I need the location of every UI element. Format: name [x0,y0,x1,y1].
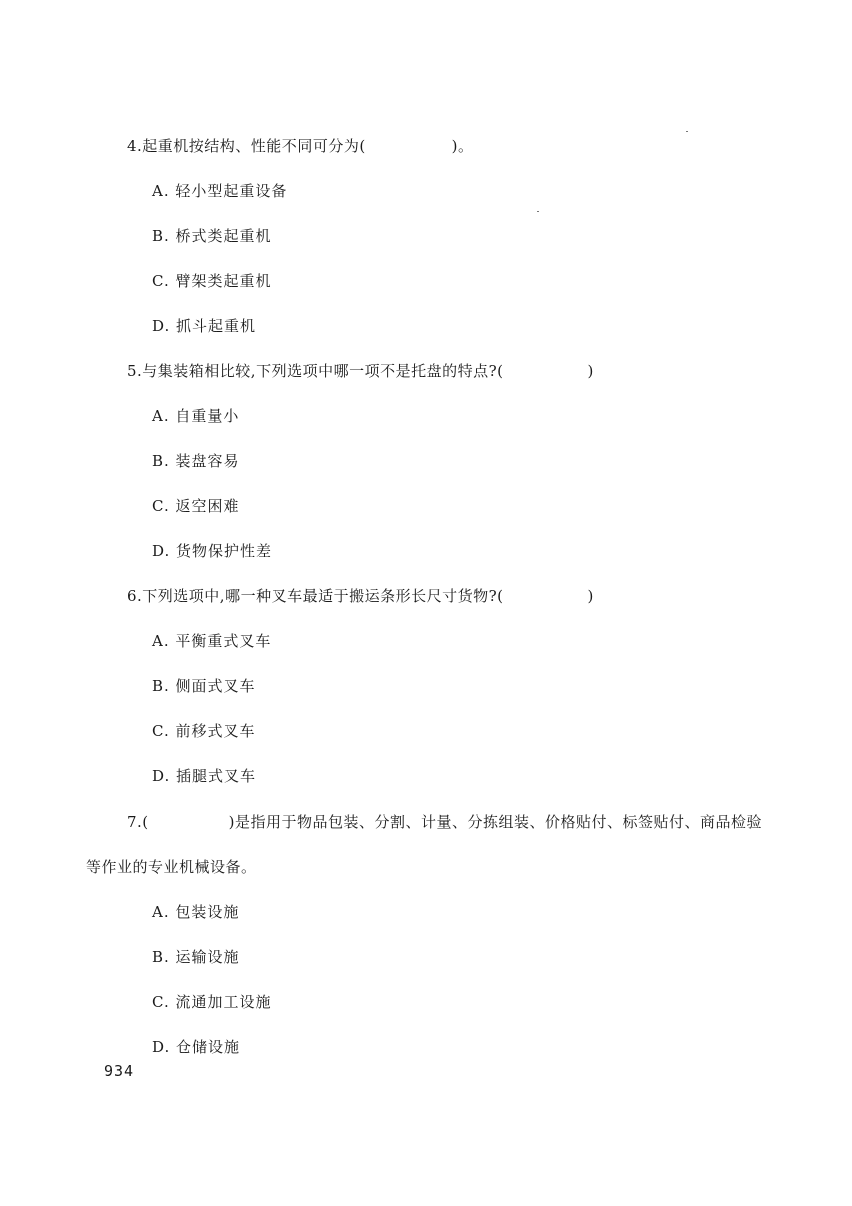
question-6-stem [127,585,594,606]
question-5-option-a: A. 自重量小 [152,407,240,425]
question-7-stem-pre: 7.( [127,813,149,831]
scan-speck [537,211,539,212]
question-5-stem-pre: 5.与集装箱相比较,下列选项中哪一项不是托盘的特点?( [127,362,504,380]
question-6-option-d: D. 插腿式叉车 [152,767,257,785]
question-7-stem [127,811,762,832]
question-5-option-b: B. 装盘容易 [152,452,240,470]
page-number: 934 [104,1062,135,1080]
question-4-stem [127,135,474,156]
question-6-stem-pre: 6.下列选项中,哪一种叉车最适于搬运条形长尺寸货物?( [127,587,504,605]
question-5-stem [127,360,594,381]
scan-speck [686,131,688,132]
question-6-option-b: B. 侧面式叉车 [152,677,256,695]
question-7-option-a: A. 包装设施 [152,903,240,921]
question-4-option-c: C. 臂架类起重机 [152,272,272,290]
question-6-stem-post: ) [587,587,594,605]
question-5-stem-post: ) [587,362,594,380]
question-7-stem-post: )是指用于物品包装、分割、计量、分拣组装、价格贴付、标签贴付、商品检验 [228,813,763,831]
question-4-stem-post: )。 [451,137,474,155]
question-7-stem-continuation: 等作业的专业机械设备。 [86,858,257,876]
question-4-option-d: D. 抓斗起重机 [152,317,257,335]
question-4-option-a: A. 轻小型起重设备 [152,182,288,200]
question-4-option-b: B. 桥式类起重机 [152,227,272,245]
question-7-option-d: D. 仓储设施 [152,1038,241,1056]
question-5-option-d: D. 货物保护性差 [152,542,273,560]
question-7-option-b: B. 运输设施 [152,948,240,966]
question-4-stem-pre: 4.起重机按结构、性能不同可分为( [127,137,366,155]
question-5-option-c: C. 返空困难 [152,497,240,515]
question-7-option-c: C. 流通加工设施 [152,993,272,1011]
question-6-option-a: A. 平衡重式叉车 [152,632,272,650]
question-6-option-c: C. 前移式叉车 [152,722,256,740]
